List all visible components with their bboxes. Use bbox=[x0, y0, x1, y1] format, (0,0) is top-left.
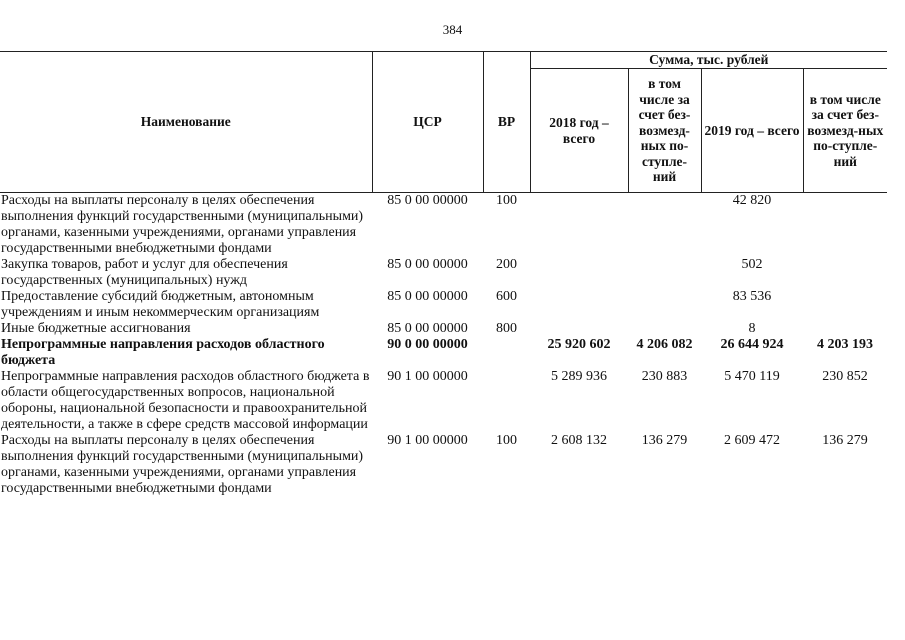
row-csr: 85 0 00 00000 bbox=[387, 321, 468, 336]
row-name: Предоставление субсидий бюджетным, автономным учреждениям и иным некоммерческим организациям bbox=[1, 289, 320, 320]
row-2018-total bbox=[530, 321, 628, 337]
row-2019-total: 83 536 bbox=[732, 289, 772, 304]
table-row bbox=[0, 433, 887, 497]
row-2018-total bbox=[530, 193, 628, 258]
header-2018-total: 2018 год – всего bbox=[530, 69, 628, 193]
row-name: Расходы на выплаты персоналу в целях обеспечения выполнения функций государственными (муниципальными) органами, казенными учреждениями, органами управления государственными внебюджетными фондами bbox=[1, 433, 364, 496]
row-2018-total: 2 608 132 bbox=[551, 433, 607, 448]
row-2019-free: 136 279 bbox=[822, 433, 868, 448]
row-2018-free bbox=[628, 193, 701, 258]
row-2018-total bbox=[530, 289, 628, 321]
row-2019-total: 42 820 bbox=[732, 193, 772, 208]
header-2019-total: 2019 год – всего bbox=[701, 69, 803, 193]
row-vr: 100 bbox=[496, 193, 517, 208]
row-vr: 600 bbox=[496, 289, 517, 304]
row-vr: 800 bbox=[496, 321, 517, 336]
row-2018-free: 136 279 bbox=[641, 433, 688, 448]
header-vr: ВР bbox=[483, 52, 530, 193]
row-2019-total: 8 bbox=[748, 321, 756, 336]
row-vr bbox=[483, 337, 530, 369]
row-2019-free bbox=[803, 193, 887, 258]
header-2019-free: в том числе за счет без-возмезд-ных по-ступле-ний bbox=[803, 69, 887, 193]
row-2019-free bbox=[803, 257, 887, 289]
header-sum-group: Сумма, тыс. рублей bbox=[530, 52, 887, 69]
table-row bbox=[0, 337, 887, 369]
row-name: Непрограммные направления расходов областного бюджета bbox=[1, 337, 325, 368]
row-2019-free bbox=[803, 289, 887, 321]
table-row bbox=[0, 257, 887, 289]
row-name: Расходы на выплаты персоналу в целях обеспечения выполнения функций государственными (муниципальными) органами, казенными учреждениями, органами управления государственными внебюджетными фондами bbox=[1, 193, 364, 256]
budget-table bbox=[0, 51, 887, 497]
row-csr: 85 0 00 00000 bbox=[387, 257, 468, 272]
header-csr: ЦСР bbox=[372, 52, 483, 193]
row-vr: 200 bbox=[496, 257, 517, 272]
header-2018-free: в том числе за счет без-возмезд-ных по-ступле-ний bbox=[628, 69, 701, 193]
row-csr: 85 0 00 00000 bbox=[387, 193, 468, 208]
row-csr: 85 0 00 00000 bbox=[387, 289, 468, 304]
table-row bbox=[0, 321, 887, 337]
row-csr: 90 1 00 00000 bbox=[387, 369, 468, 384]
row-2018-free bbox=[628, 321, 701, 337]
row-2019-total: 26 644 924 bbox=[720, 337, 784, 352]
row-vr bbox=[483, 369, 530, 433]
row-2019-total: 502 bbox=[741, 257, 763, 272]
row-vr: 100 bbox=[496, 433, 517, 448]
table-row bbox=[0, 193, 887, 258]
row-2018-free bbox=[628, 289, 701, 321]
row-2019-total: 5 470 119 bbox=[724, 369, 780, 384]
row-2018-total bbox=[530, 257, 628, 289]
table-row bbox=[0, 369, 887, 433]
row-2019-free: 4 203 193 bbox=[817, 337, 874, 352]
row-2018-total: 25 920 602 bbox=[547, 337, 611, 352]
row-2018-free: 230 883 bbox=[641, 369, 688, 384]
row-2019-free: 230 852 bbox=[822, 369, 868, 384]
row-csr: 90 1 00 00000 bbox=[387, 433, 468, 448]
header-name: Наименование bbox=[0, 52, 372, 193]
row-2019-total: 2 609 472 bbox=[724, 433, 780, 448]
row-2018-free: 4 206 082 bbox=[636, 337, 693, 352]
row-2018-free bbox=[628, 257, 701, 289]
row-name: Иные бюджетные ассигнования bbox=[1, 321, 191, 336]
page-number: 384 bbox=[442, 22, 463, 37]
row-csr: 90 0 00 00000 bbox=[387, 337, 468, 352]
row-2018-total: 5 289 936 bbox=[551, 369, 607, 384]
row-name: Непрограммные направления расходов областного бюджета в области общегосударственных вопросов, национальной обороны, национальной безопасности и правоохранительной деятельности, а также в сфере средств массовой информации bbox=[1, 369, 370, 432]
row-2019-free bbox=[803, 321, 887, 337]
table-row bbox=[0, 289, 887, 321]
row-name: Закупка товаров, работ и услуг для обеспечения государственных (муниципальных) нужд bbox=[1, 257, 288, 288]
